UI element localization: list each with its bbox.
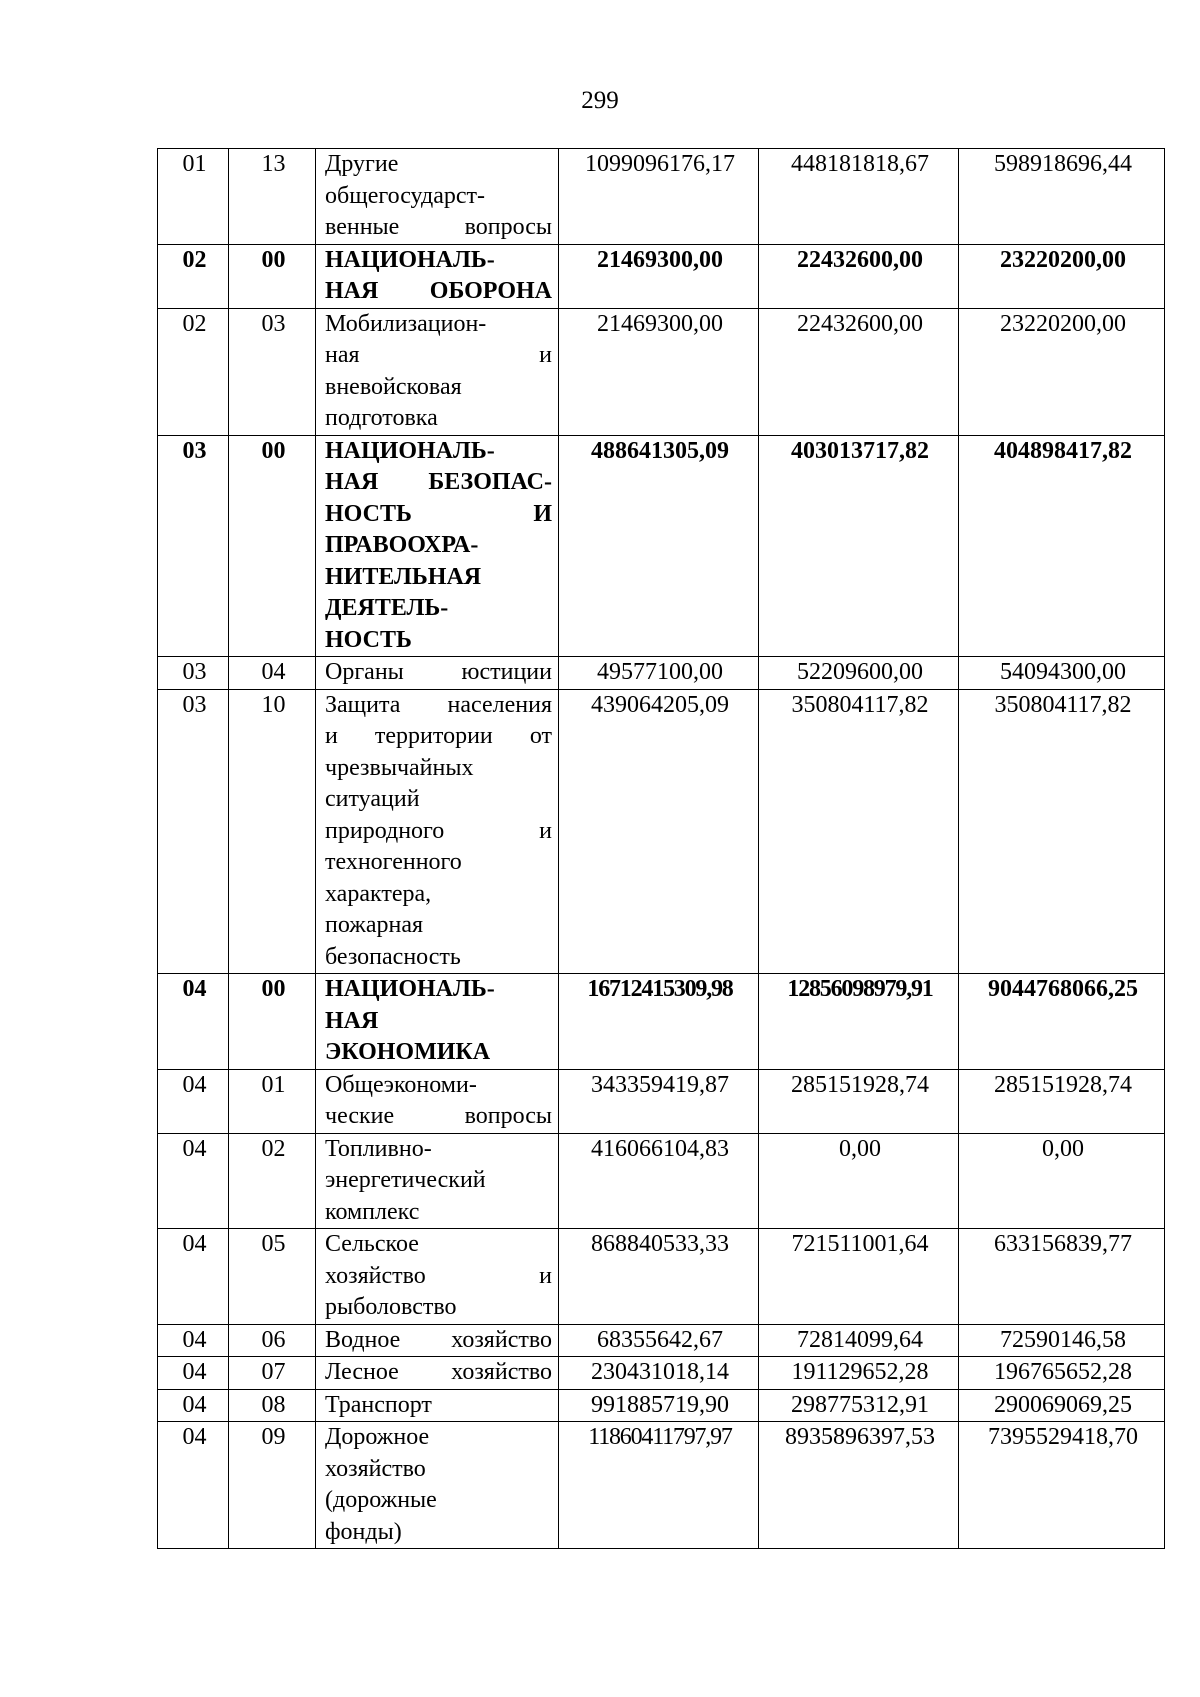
item-name-line: природного и xyxy=(325,817,552,844)
table-row xyxy=(158,1389,1165,1422)
page-number: 299 xyxy=(581,87,619,114)
subsection-code-cell: 06 xyxy=(229,1324,316,1357)
item-name-line: безопасность xyxy=(325,943,461,970)
item-name-line: комплекс xyxy=(325,1198,420,1225)
amount-cell-2: 72814099,64 xyxy=(759,1324,959,1357)
table-row xyxy=(158,1324,1165,1357)
amount-cell-3: 633156839,77 xyxy=(959,1229,1165,1325)
table-row xyxy=(158,1069,1165,1133)
amount-cell-1: 868840533,33 xyxy=(559,1229,759,1325)
subsection-code-cell: 05 xyxy=(229,1229,316,1325)
item-name-line: хозяйство xyxy=(325,1455,426,1482)
table-row xyxy=(158,1357,1165,1390)
item-name-line: ная и xyxy=(325,342,552,368)
item-name-line: ситуаций xyxy=(325,786,420,812)
amount-cell-2: 448181818,67 xyxy=(759,149,959,245)
item-name-line: НАЦИОНАЛЬ- xyxy=(325,246,495,273)
table-row xyxy=(158,435,1165,657)
item-name-line: НАЯ БЕЗОПАС- xyxy=(325,469,552,495)
section-code-cell: 04 xyxy=(158,1133,229,1229)
item-name-cell xyxy=(316,974,559,1070)
amount-cell-1: 343359419,87 xyxy=(559,1069,759,1133)
amount-cell-3: 285151928,74 xyxy=(959,1069,1165,1133)
item-name-line: пожарная xyxy=(325,912,424,938)
item-name-cell xyxy=(316,1422,559,1549)
item-name-line: НАЦИОНАЛЬ- xyxy=(325,976,495,1002)
item-name-line: Транспорт xyxy=(325,1391,432,1418)
item-name-line: Водное хозяйство xyxy=(325,1326,552,1353)
section-code-cell: 04 xyxy=(158,1324,229,1357)
amount-cell-2: 52209600,00 xyxy=(759,657,959,690)
amount-cell-2: 22432600,00 xyxy=(759,308,959,435)
amount-cell-2: 403013717,82 xyxy=(759,435,959,657)
item-name-line: ДЕЯТЕЛЬ- xyxy=(325,595,449,621)
section-code-cell: 01 xyxy=(158,149,229,245)
budget-table xyxy=(157,148,1165,1549)
amount-cell-1: 16712415309,98 xyxy=(559,974,759,1070)
item-name-line: Защита населения xyxy=(325,691,552,718)
amount-cell-3: 7395529418,70 xyxy=(959,1422,1165,1549)
item-name-line: чрезвычайных xyxy=(325,754,474,781)
section-code-cell: 02 xyxy=(158,244,229,308)
item-name-line: Другие xyxy=(325,151,399,177)
amount-cell-2: 191129652,28 xyxy=(759,1357,959,1390)
amount-cell-3: 23220200,00 xyxy=(959,308,1165,435)
amount-cell-2: 721511001,64 xyxy=(759,1229,959,1325)
amount-cell-1: 439064205,09 xyxy=(559,689,759,974)
section-code-cell: 04 xyxy=(158,1069,229,1133)
section-code-cell: 03 xyxy=(158,657,229,690)
subsection-code-cell: 13 xyxy=(229,149,316,245)
item-name-line: Лесное хозяйство xyxy=(325,1359,552,1385)
amount-cell-1: 230431018,14 xyxy=(559,1357,759,1390)
item-name-line: вневойсковая xyxy=(325,373,462,400)
section-code-cell: 04 xyxy=(158,1389,229,1422)
amount-cell-3: 23220200,00 xyxy=(959,244,1165,308)
table-row xyxy=(158,244,1165,308)
table-row xyxy=(158,308,1165,435)
item-name-line: НИТЕЛЬНАЯ xyxy=(325,563,482,590)
item-name-line: хозяйство и xyxy=(325,1262,552,1289)
amount-cell-3: 404898417,82 xyxy=(959,435,1165,657)
table-row xyxy=(158,657,1165,690)
item-name-line: фонды) xyxy=(325,1518,402,1545)
amount-cell-1: 68355642,67 xyxy=(559,1324,759,1357)
item-name-cell xyxy=(316,244,559,308)
section-code-cell: 03 xyxy=(158,689,229,974)
item-name-line: венные вопросы xyxy=(325,214,552,240)
item-name-line: (дорожные xyxy=(325,1487,437,1513)
amount-cell-2: 12856098979,91 xyxy=(759,974,959,1070)
amount-cell-1: 488641305,09 xyxy=(559,435,759,657)
amount-cell-2: 285151928,74 xyxy=(759,1069,959,1133)
item-name-line: НОСТЬ И xyxy=(325,500,552,527)
subsection-code-cell: 01 xyxy=(229,1069,316,1133)
amount-cell-2: 0,00 xyxy=(759,1133,959,1229)
item-name-line: ЭКОНОМИКА xyxy=(325,1039,491,1065)
item-name-cell xyxy=(316,689,559,974)
section-code-cell: 04 xyxy=(158,1229,229,1325)
item-name-line: общегосударст- xyxy=(325,182,486,209)
item-name-line: Мобилизацион- xyxy=(325,310,487,337)
item-name-line: рыболовство xyxy=(325,1294,457,1320)
table-row xyxy=(158,1229,1165,1325)
amount-cell-3: 54094300,00 xyxy=(959,657,1165,690)
item-name-cell xyxy=(316,1133,559,1229)
amount-cell-1: 1099096176,17 xyxy=(559,149,759,245)
amount-cell-3: 196765652,28 xyxy=(959,1357,1165,1390)
item-name-line: Дорожное xyxy=(325,1424,430,1450)
item-name-cell xyxy=(316,308,559,435)
table-row xyxy=(158,1133,1165,1229)
amount-cell-3: 72590146,58 xyxy=(959,1324,1165,1357)
amount-cell-1: 49577100,00 xyxy=(559,657,759,690)
amount-cell-1: 21469300,00 xyxy=(559,244,759,308)
amount-cell-2: 350804117,82 xyxy=(759,689,959,974)
amount-cell-1: 991885719,90 xyxy=(559,1389,759,1422)
item-name-cell xyxy=(316,1324,559,1357)
subsection-code-cell: 10 xyxy=(229,689,316,974)
item-name-cell xyxy=(316,1069,559,1133)
section-code-cell: 04 xyxy=(158,974,229,1070)
item-name-line: техногенного xyxy=(325,849,462,875)
amount-cell-1: 11860411797,97 xyxy=(559,1422,759,1549)
amount-cell-1: 21469300,00 xyxy=(559,308,759,435)
section-code-cell: 04 xyxy=(158,1422,229,1549)
item-name-line: энергетический xyxy=(325,1167,486,1193)
item-name-line: ческие вопросы xyxy=(325,1103,552,1129)
subsection-code-cell: 03 xyxy=(229,308,316,435)
amount-cell-3: 598918696,44 xyxy=(959,149,1165,245)
subsection-code-cell: 09 xyxy=(229,1422,316,1549)
subsection-code-cell: 04 xyxy=(229,657,316,690)
subsection-code-cell: 08 xyxy=(229,1389,316,1422)
item-name-cell xyxy=(316,149,559,245)
subsection-code-cell: 07 xyxy=(229,1357,316,1390)
item-name-line: Органы юстиции xyxy=(325,659,552,685)
item-name-cell xyxy=(316,1229,559,1325)
item-name-line: НОСТЬ xyxy=(325,626,412,653)
amount-cell-3: 350804117,82 xyxy=(959,689,1165,974)
table-row xyxy=(158,149,1165,245)
section-code-cell: 04 xyxy=(158,1357,229,1390)
amount-cell-2: 22432600,00 xyxy=(759,244,959,308)
item-name-line: ПРАВООХРА- xyxy=(325,532,479,558)
table-row xyxy=(158,689,1165,974)
section-code-cell: 03 xyxy=(158,435,229,657)
item-name-line: Общеэкономи- xyxy=(325,1071,477,1098)
amount-cell-2: 8935896397,53 xyxy=(759,1422,959,1549)
item-name-line: Топливно- xyxy=(325,1135,432,1162)
item-name-cell xyxy=(316,657,559,690)
amount-cell-3: 0,00 xyxy=(959,1133,1165,1229)
section-code-cell: 02 xyxy=(158,308,229,435)
item-name-line: подготовка xyxy=(325,405,438,431)
amount-cell-3: 290069069,25 xyxy=(959,1389,1165,1422)
subsection-code-cell: 00 xyxy=(229,974,316,1070)
item-name-cell xyxy=(316,435,559,657)
amount-cell-1: 416066104,83 xyxy=(559,1133,759,1229)
item-name-cell xyxy=(316,1357,559,1390)
table-row xyxy=(158,1422,1165,1549)
item-name-line: Сельское xyxy=(325,1231,419,1257)
item-name-line: характера, xyxy=(325,880,432,907)
amount-cell-2: 298775312,91 xyxy=(759,1389,959,1422)
item-name-line: НАЦИОНАЛЬ- xyxy=(325,437,495,464)
item-name-cell xyxy=(316,1389,559,1422)
subsection-code-cell: 00 xyxy=(229,435,316,657)
subsection-code-cell: 02 xyxy=(229,1133,316,1229)
subsection-code-cell: 00 xyxy=(229,244,316,308)
item-name-line: НАЯ ОБОРОНА xyxy=(325,278,552,304)
item-name-line: НАЯ xyxy=(325,1007,379,1034)
budget-table-body xyxy=(158,149,1165,1549)
item-name-line: и территории от xyxy=(325,723,552,749)
amount-cell-3: 9044768066,25 xyxy=(959,974,1165,1070)
table-row xyxy=(158,974,1165,1070)
